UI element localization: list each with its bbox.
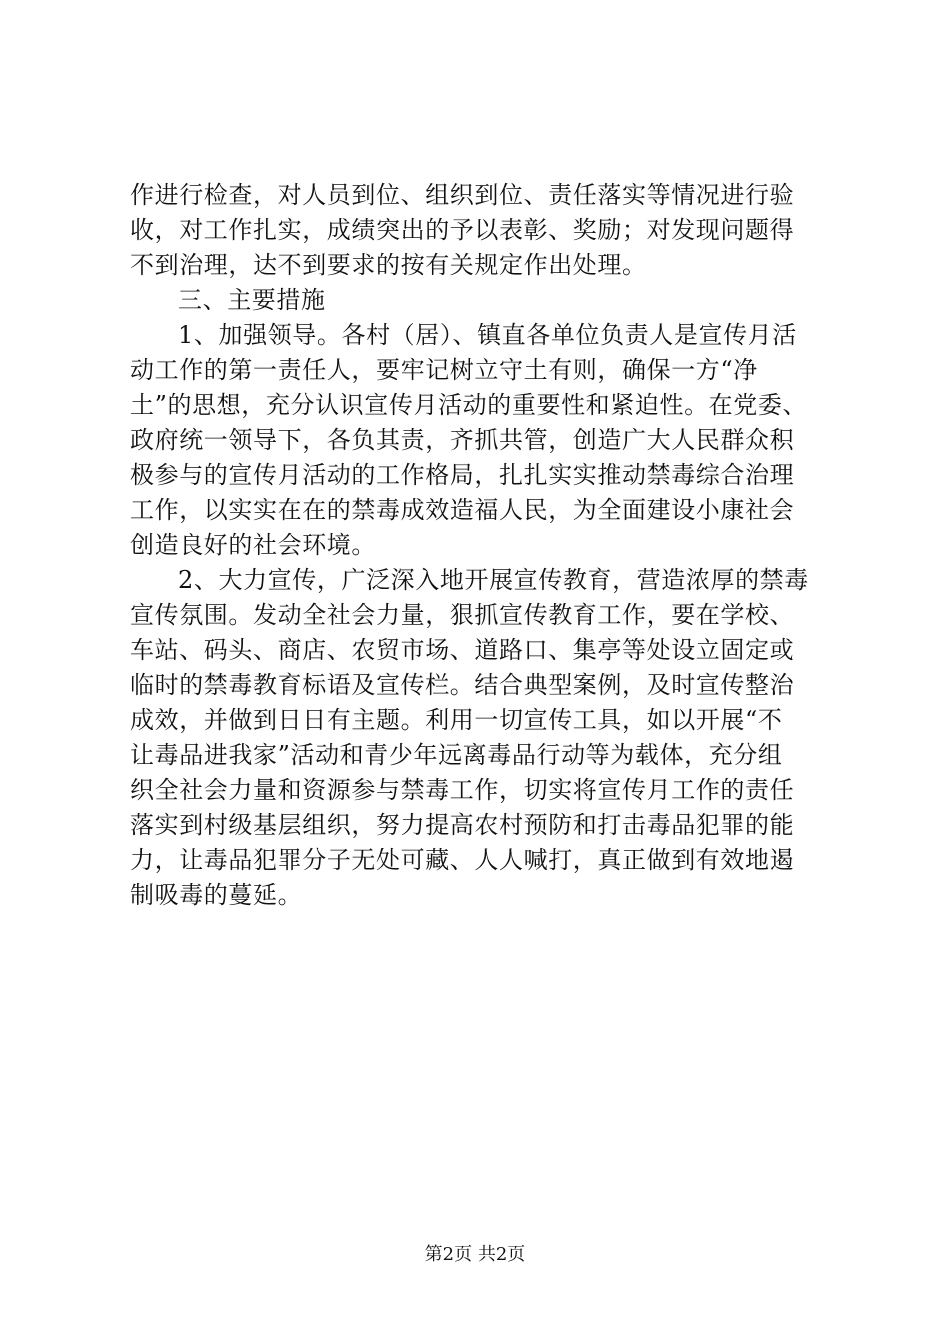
text-line: 工作，以实实在在的禁毒成效造福人民，为全面建设小康社会 [130, 496, 795, 524]
text-line: 落实到村级基层组织，努力提高农村预防和打击毒品犯罪的能 [130, 811, 795, 839]
text-line: 收，对工作扎实，成绩突出的予以表彰、奖励；对发现问题得 [130, 216, 795, 244]
section-heading: 三、主要措施 [178, 286, 326, 314]
document-body [130, 178, 830, 913]
page-number-footer: 第2页 共2页 [424, 1244, 526, 1265]
text-line: 宣传氛围。发动全社会力量，狠抓宣传教育工作，要在学校、 [130, 601, 795, 629]
text-line: 1、加强领导。各村（居）、镇直各单位负责人是宣传月活 [178, 321, 797, 349]
text-line: 2、大力宣传，广泛深入地开展宣传教育，营造浓厚的禁毒 [178, 566, 809, 594]
text-line: 作进行检查，对人员到位、组织到位、责任落实等情况进行验 [130, 181, 795, 209]
text-line: 车站、码头、商店、农贸市场、道路口、集亭等处设立固定或 [130, 636, 795, 664]
text-line: 织全社会力量和资源参与禁毒工作，切实将宣传月工作的责任 [130, 776, 795, 804]
text-line: 动工作的第一责任人，要牢记树立守土有则，确保一方“净 [130, 356, 758, 384]
text-line: 政府统一领导下，各负其责，齐抓共管，创造广大人民群众积 [130, 426, 795, 454]
text-line: 土”的思想，充分认识宣传月活动的重要性和紧迫性。在党委、 [130, 391, 808, 419]
text-line: 制吸毒的蔓延。 [130, 881, 303, 909]
text-line: 让毒品进我家”活动和青少年远离毒品行动等为载体，充分组 [130, 741, 783, 769]
text-line: 极参与的宣传月活动的工作格局，扎扎实实推动禁毒综合治理 [130, 461, 795, 489]
text-line: 临时的禁毒教育标语及宣传栏。结合典型案例，及时宣传整治 [130, 671, 795, 699]
text-line: 力，让毒品犯罪分子无处可藏、人人喊打，真正做到有效地遏 [130, 846, 795, 874]
text-line: 不到治理，达不到要求的按有关规定作出处理。 [130, 251, 647, 279]
text-line: 成效，并做到日日有主题。利用一切宣传工具，如以开展“不 [130, 706, 783, 734]
text-line: 创造良好的社会环境。 [130, 531, 376, 559]
